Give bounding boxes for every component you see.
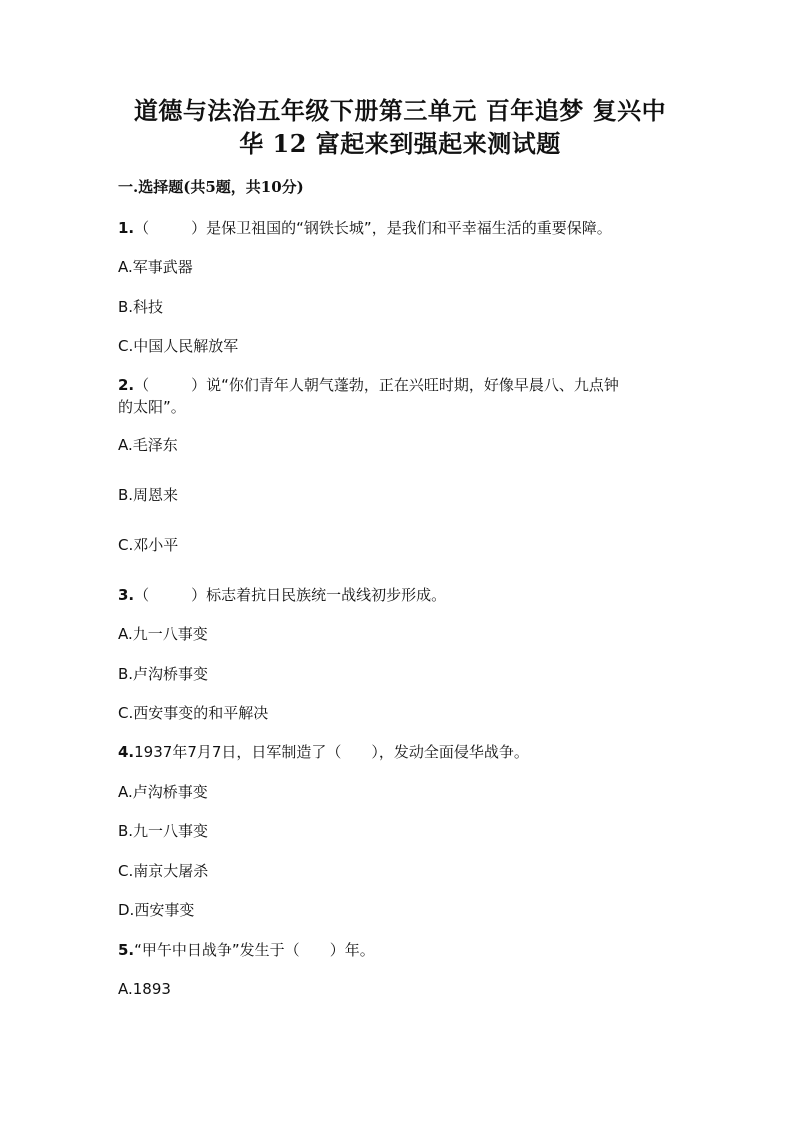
- question-1-option-b: B.科技: [118, 298, 164, 316]
- question-number: 5.: [118, 941, 135, 959]
- question-4-option-b: B.九一八事变: [118, 822, 209, 840]
- question-text-post: ）年。: [329, 941, 375, 959]
- question-number: 2.: [118, 376, 135, 394]
- question-number: 3.: [118, 586, 135, 604]
- question-text-post: ）是保卫祖国的“钢铁长城”，是我们和平幸福生活的重要保障。: [191, 219, 612, 237]
- question-4: [118, 741, 688, 763]
- page-title-line-2: 华 12 富起来到强起来测试题: [239, 129, 561, 158]
- question-2-option-c: C.邓小平: [118, 536, 179, 554]
- question-text-pre: （: [134, 219, 150, 237]
- question-3: [118, 584, 688, 606]
- question-3-option-a: A.九一八事变: [118, 625, 208, 643]
- question-1-option-a: A.军事武器: [118, 258, 193, 276]
- question-4-option-a: A.卢沟桥事变: [118, 783, 208, 801]
- question-3-option-c: C.西安事变的和平解决: [118, 704, 269, 722]
- page-title-line-1: 道德与法治五年级下册第三单元 百年追梦 复兴中: [133, 96, 667, 125]
- question-3-option-b: B.卢沟桥事变: [118, 665, 209, 683]
- question-1: [118, 217, 688, 239]
- question-2-option-b: B.周恩来: [118, 486, 179, 504]
- question-5: [118, 939, 688, 961]
- question-text-pre: 1937年7月7日，日军制造了（: [134, 743, 342, 761]
- question-5-option-a: A.1893: [118, 980, 171, 998]
- question-text-post: ），发动全面侵华战争。: [371, 743, 529, 761]
- question-text-pre: （: [134, 376, 150, 394]
- question-text-post: ）标志着抗日民族统一战线初步形成。: [191, 586, 447, 604]
- question-2-option-a: A.毛泽东: [118, 436, 178, 454]
- question-text-pre: “甲午中日战争”发生于（: [134, 941, 300, 959]
- question-text-pre: （: [134, 586, 150, 604]
- section-heading: 一.选择题(共5题，共10分): [118, 178, 304, 196]
- question-number: 4.: [118, 743, 135, 761]
- question-number: 1.: [118, 219, 135, 237]
- question-text-post: ）说“你们青年人朝气蓬勃，正在兴旺时期，好像早晨八、九点钟: [191, 376, 619, 394]
- question-4-option-d: D.西安事变: [118, 901, 195, 919]
- question-1-option-c: C.中国人民解放军: [118, 337, 239, 355]
- question-4-option-c: C.南京大屠杀: [118, 862, 209, 880]
- question-2-line-2: 的太阳”。: [118, 398, 186, 416]
- question-2: [118, 374, 688, 396]
